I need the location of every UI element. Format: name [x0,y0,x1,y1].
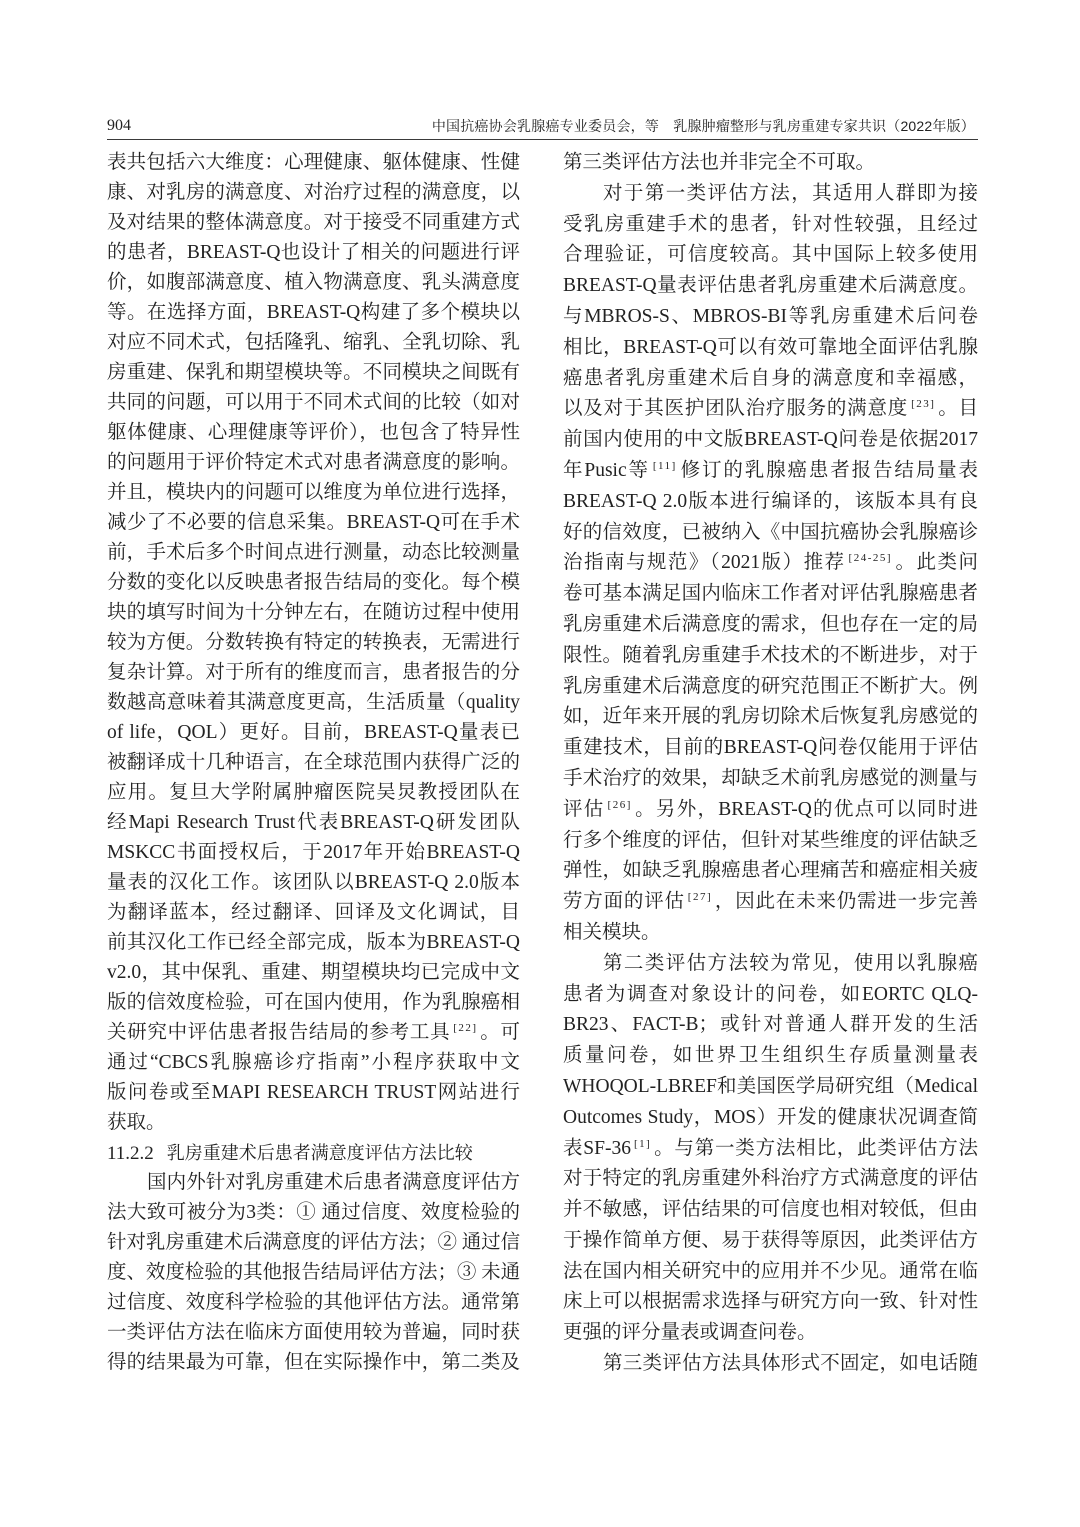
running-title: 中国抗癌协会乳腺癌专业委员会，等 乳腺肿瘤整形与乳房重建专家共识（2022年版） [431,118,975,134]
right-column [563,148,978,1380]
text-line: 第二类评估方法较为常见，使用以乳腺癌 [603,952,978,974]
text-line: 为翻译蓝本，经过翻译、回译及文化调试，目 [107,902,520,923]
paragraph [107,1168,520,1378]
text-line: 分数的变化以反映患者报告结局的变化。每个模 [107,572,520,593]
paragraph [563,148,978,179]
text-line: of life，QOL）更好。目前，BREAST-Q量表已 [107,722,520,743]
text-line: 价，如腹部满意度、植入物满意度、乳头满意度 [107,272,520,293]
text-line: 如，近年来开展的乳房切除术后恢复乳房感觉的 [563,706,978,728]
text-line: 乳房重建术后满意度的需求，但也存在一定的局 [563,613,978,635]
section-title: 乳房重建术后患者满意度评估方法比较 [166,1143,473,1163]
text-line: v2.0，其中保乳、重建、期望模块均已完成中文 [107,962,520,983]
citation-superscript: [11] [652,459,677,472]
text-line: 的患者，BREAST-Q也设计了相关的问题进行评 [107,242,520,263]
text-segment: 表SF-36 [563,1137,631,1159]
text-line: 等。在选择方面，BREAST-Q构建了多个模块以 [107,302,520,323]
text-segment: 。此类问 [894,552,978,574]
text-line: 应用。复旦大学附属肿瘤医院吴炅教授团队在 [107,782,520,803]
text-line: WHOQOL-LBREF和美国医学局研究组（Medical [563,1075,978,1097]
text-line: 版的信效度检验，可在国内使用，作为乳腺癌相 [107,992,520,1013]
text-line: Outcomes Study，MOS）开发的健康状况调查简 [563,1106,978,1128]
text-line: 卷可基本满足国内临床工作者对评估乳腺癌患者 [563,583,978,605]
text-line: 法在国内相关研究中的应用并不少见。通常在临 [563,1260,978,1282]
text-line: 通过“CBCS乳腺癌诊疗指南”小程序获取中文 [107,1052,520,1073]
text-line: 并且，模块内的问题可以维度为单位进行选择， [107,482,520,503]
paragraph [563,179,978,949]
text-line: 获取。 [107,1112,166,1133]
text-line: 度、效度检验的其他报告结局评估方法；③ 未通 [107,1262,520,1283]
text-line: 前，手术后多个时间点进行测量，动态比较测量 [107,542,520,563]
text-line: 相比，BREAST-Q可以有效可靠地全面评估乳腺 [563,336,978,358]
text-line: 好的信效度，已被纳入《中国抗癌协会乳腺癌诊 [563,521,978,543]
text-line: 被翻译成十几种语言，在全球范围内获得广泛的 [107,752,520,773]
text-line: 版问卷或至MAPI RESEARCH TRUST网站进行 [107,1082,520,1103]
section-number: 11.2.2 [107,1143,154,1164]
left-column [107,148,520,1378]
text-line: 过信度、效度科学检验的其他评估方法。通常第 [107,1292,520,1313]
text-line: 较为方便。分数转换有特定的转换表，无需进行 [107,632,520,653]
citation-superscript: [26] [607,798,632,811]
citation-superscript: [27] [687,891,713,904]
text-line: 于操作简单方便、易于获得等原因，此类评估方 [563,1229,978,1251]
text-line: 前国内使用的中文版BREAST-Q问卷是依据2017 [563,429,978,451]
text-line: 房重建、保乳和期望模块等。不同模块之间既有 [107,362,520,383]
text-segment: 年Pusic等 [563,459,650,481]
text-line: 弹性，如缺乏乳腺癌患者心理痛苦和癌症相关疲 [563,860,978,882]
text-line: 的问题用于评价特定术式对患者满意度的影响。 [107,452,520,473]
text-line [563,394,978,425]
text-line: 康、对乳房的满意度、对治疗过程的满意度，以 [107,182,520,203]
text-segment: 修订的乳腺癌患者报告结局量表 [678,459,978,481]
text-segment: 以及对于其医护团队治疗服务的满意度 [563,398,909,420]
running-header [107,116,978,136]
text-segment: 劳方面的评估 [563,891,685,913]
text-line [563,1134,978,1165]
text-line: 更强的评分量表或调查问卷。 [563,1322,817,1344]
text-line: 受乳房重建手术的患者，针对性较强，且经过 [563,213,978,235]
text-line: 一类评估方法在临床方面使用较为普遍，同时获 [107,1322,520,1343]
text-segment: 。与第一类方法相比，此类评估方法 [653,1137,978,1159]
text-line: BREAST-Q量表评估患者乳房重建术后满意度。 [563,275,978,297]
citation-superscript: [23] [911,398,936,411]
text-line: 床上可以根据需求选择与研究方向一致、针对性 [563,1291,978,1313]
text-line: 行多个维度的评估，但针对某些维度的评估缺乏 [563,829,978,851]
header-rule [107,139,978,140]
text-line: 国内外针对乳房重建术后患者满意度评估方 [147,1172,520,1193]
text-line [107,1018,520,1048]
text-line: 手术治疗的效果，却缺乏术前乳房感觉的测量与 [563,767,978,789]
section-heading [107,1138,520,1168]
text-segment: 。目 [937,398,978,420]
text-line: 前其汉化工作已经全部完成，版本为BREAST-Q [107,932,520,953]
text-line: 癌患者乳房重建术后自身的满意度和幸福感， [563,367,978,389]
text-line: 第三类评估方法具体形式不固定，如电话随 [603,1353,978,1375]
text-line [563,456,978,487]
text-line: 块的填写时间为十分钟左右，在随访过程中使用 [107,602,520,623]
text-line: 对于特定的乳房重建外科治疗方式满意度的评估 [563,1168,978,1190]
text-line: 患者为调查对象设计的问卷，如EORTC QLQ- [563,983,978,1005]
text-line: 并不敏感，评估结果的可信度也相对较低，但由 [563,1199,978,1221]
text-line: 经Mapi Research Trust代表BREAST-Q研发团队 [107,812,520,833]
text-segment: 治指南与规范》（2021版）推荐 [563,552,846,574]
text-line: 量表的汉化工作。该团队以BREAST-Q 2.0版本 [107,872,520,893]
text-line: 对应不同术式，包括隆乳、缩乳、全乳切除、乳 [107,332,520,353]
text-line: 及对结果的整体满意度。对于接受不同重建方式 [107,212,520,233]
text-line: 复杂计算。对于所有的维度而言，患者报告的分 [107,662,520,683]
text-line: 共同的问题，可以用于不同术式间的比较（如对 [107,392,520,413]
citation-superscript: [22] [453,1022,478,1034]
text-line: 乳房重建术后满意度的研究范围正不断扩大。例 [563,675,978,697]
text-line: 对于第一类评估方法，其适用人群即为接 [603,182,978,204]
text-line: 数越高意味着其满意度更高，生活质量（quality [107,692,520,713]
text-line: 法大致可被分为3类：① 通过信度、效度检验的 [107,1202,520,1223]
text-line: 针对乳房重建术后满意度的评估方法；② 通过信 [107,1232,520,1253]
text-line: BREAST-Q 2.0版本进行编译的，该版本具有良 [563,490,978,512]
paragraph [563,949,978,1349]
text-segment: 。另外，BREAST-Q的优点可以同时进 [633,798,978,820]
text-segment: 评估 [563,798,605,820]
text-line: 得的结果最为可靠，但在实际操作中，第二类及 [107,1352,520,1373]
text-line: 躯体健康、心理健康等评价），也包含了特异性 [107,422,520,443]
text-line: 重建技术，目前的BREAST-Q问卷仅能用于评估 [563,737,978,759]
text-segment: 关研究中评估患者报告结局的参考工具 [107,1022,451,1043]
text-line [563,887,978,918]
text-line [563,795,978,826]
citation-superscript: [1] [633,1137,652,1150]
text-segment: ，因此在未来仍需进一步完善 [714,891,978,913]
text-line [563,548,978,579]
text-line: 质量问卷，如世界卫生组织生存质量测量表 [563,1045,978,1067]
text-line: 第三类评估方法也并非完全不可取。 [563,152,876,173]
citation-superscript: [24-25] [848,552,893,565]
text-line: 合理验证，可信度较高。其中国际上较多使用 [563,244,978,266]
text-segment: 。可 [479,1022,520,1043]
text-line: 限性。随着乳房重建手术技术的不断进步，对于 [563,644,978,666]
text-line: 相关模块。 [563,921,661,943]
page-number: 904 [107,117,131,134]
text-line: 与MBROS-S、MBROS-BI等乳房重建术后问卷 [563,305,978,327]
paragraph [563,1349,978,1380]
text-line: 减少了不必要的信息采集。BREAST-Q可在手术 [107,512,520,533]
paragraph [107,148,520,1138]
text-line: MSKCC书面授权后，于2017年开始BREAST-Q [107,842,520,863]
text-line: 表共包括六大维度：心理健康、躯体健康、性健 [107,152,520,173]
text-line: BR23、FACT-B；或针对普通人群开发的生活 [563,1014,978,1036]
